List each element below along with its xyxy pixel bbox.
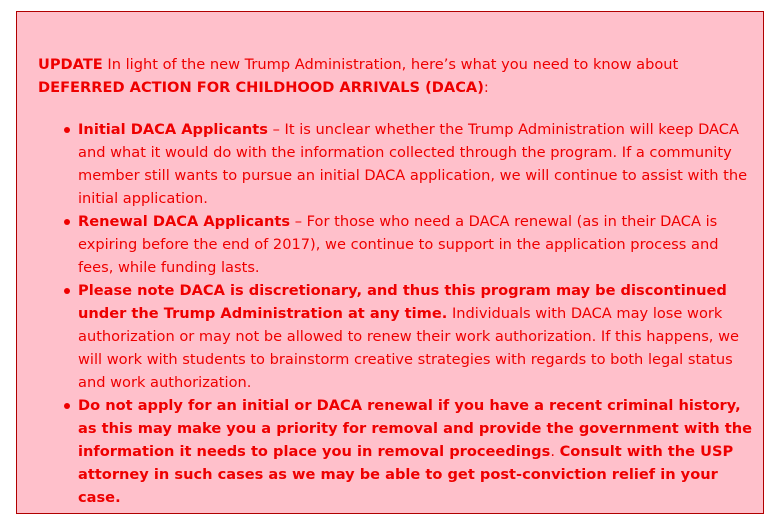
daca-info-list xyxy=(78,118,758,509)
item-text: Individuals with DACA may lose work authorization or may not be allowed to renew their work authorization. If this happens, we will work with students to brainstorm creative strategies with regards to both legal status and work authorization. xyxy=(78,305,739,391)
daca-update-notice xyxy=(16,11,764,514)
item-consult-text: Consult with the USP attorney in such cases as we may be able to get post-conviction relief in your case. xyxy=(78,443,734,506)
item-text: – For those who need a DACA renewal (as in their DACA is expiring before the end of 2017), we continue to support in the application process and fees, while funding lasts. xyxy=(78,213,719,276)
update-label: UPDATE xyxy=(38,56,103,73)
list-item-criminal-history-warning xyxy=(78,394,758,509)
item-heading: Initial DACA Applicants xyxy=(78,121,268,138)
item-text: . xyxy=(550,443,560,460)
list-item-initial-applicants xyxy=(78,118,758,210)
intro-paragraph xyxy=(38,53,748,99)
item-heading: Do not apply for an initial or DACA renewal if you have a recent criminal history, as this may make you a priority for removal and provide the government with the information it needs to place you in removal proceedings xyxy=(78,397,753,460)
item-text: – It is unclear whether the Trump Administration will keep DACA and what it would do with the information collected through the program. If a community member still wants to pursue an initial DACA application, we will continue to assist with the initial application. xyxy=(78,121,748,207)
list-item-discretionary-note xyxy=(78,279,758,394)
program-name: DEFERRED ACTION FOR CHILDHOOD ARRIVALS (DACA) xyxy=(38,79,484,96)
item-heading: Please note DACA is discretionary, and thus this program may be discontinued under the Trump Administration at any time. xyxy=(78,282,727,322)
intro-colon: : xyxy=(483,79,489,96)
intro-text: In light of the new Trump Administration, here’s what you need to know about xyxy=(102,56,679,73)
item-heading: Renewal DACA Applicants xyxy=(78,213,291,230)
list-item-renewal-applicants xyxy=(78,210,758,279)
